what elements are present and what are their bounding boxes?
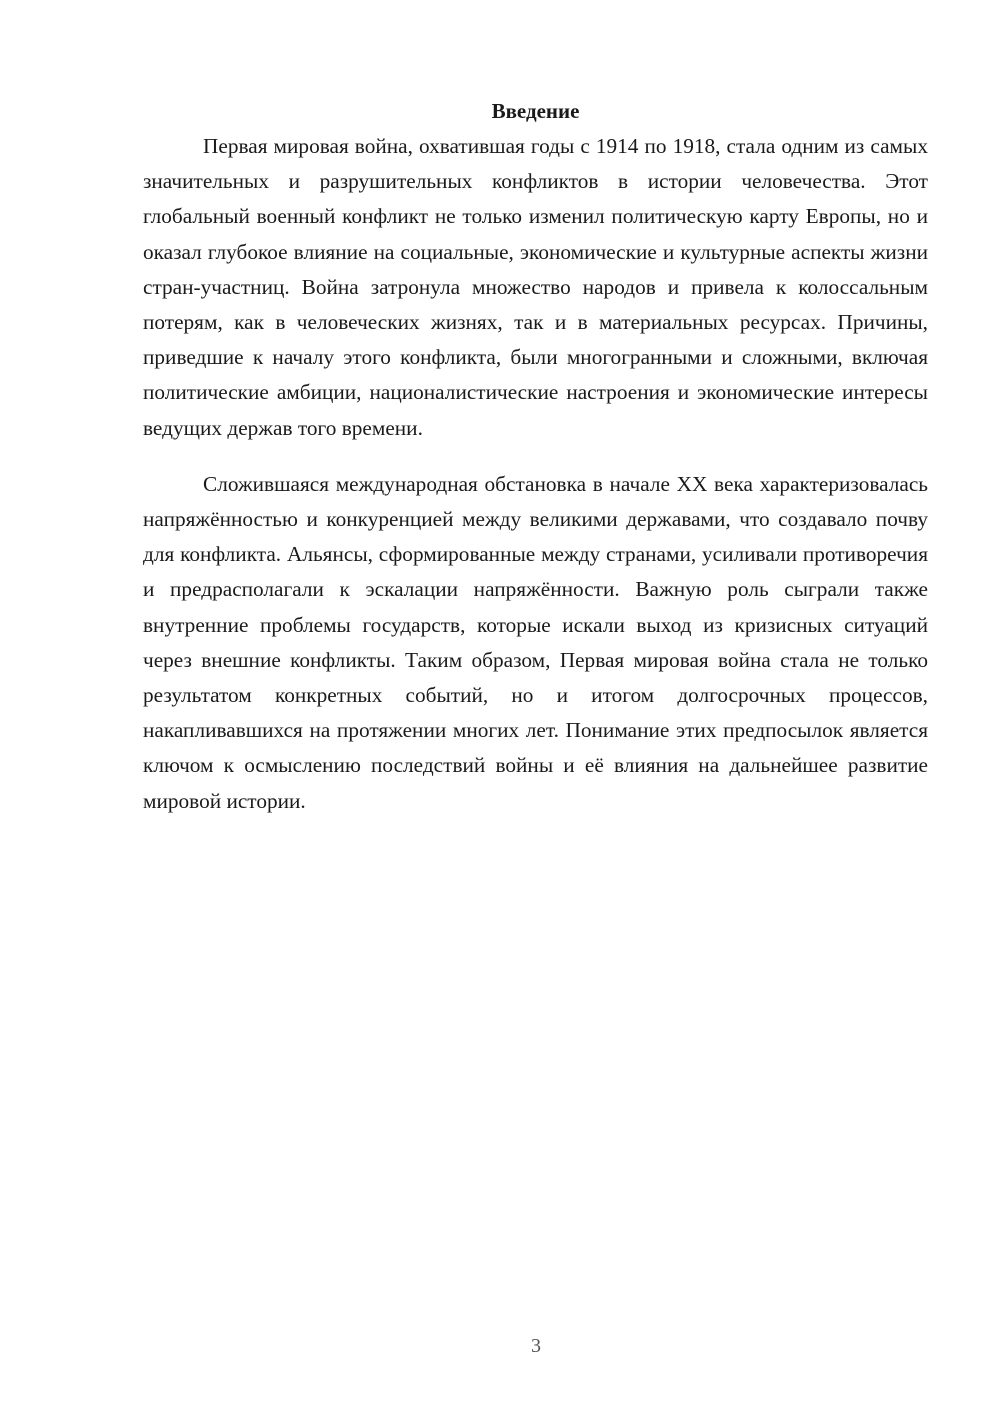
paragraph-2: Сложившаяся международная обстановка в начале XX века характеризовалась напряжённостью и конкуренцией между великими державами, что создавало почву для конфликта. Альянсы, сформированные между странами, усиливали противоречия и предрасполагали к эскалации напряжённости. Важную роль сыграли также внутренние проблемы государств, которые искали выход из кризисных ситуаций через внешние конфликты. Таким образом, Первая мировая война стала не только результатом конкретных событий, но и итогом долгосрочных процессов, накапливавшихся на протяжении многих лет. Понимание этих предпосылок является ключом к осмыслению последствий войны и её влияния на дальнейшее развитие мировой истории. (143, 471, 928, 813)
paragraph-1: Первая мировая война, охватившая годы с 1914 по 1918, стала одним из самых значительных и разрушительных конфликтов в истории человечества. Этот глобальный военный конфликт не только изменил политическую карту Европы, но и оказал глубокое влияние на социальные, экономические и культурные аспекты жизни стран-участниц. Война затронула множество народов и привела к колоссальным потерям, как в человеческих жизнях, так и в материальных ресурсах. Причины, приведшие к началу этого конфликта, были многогранными и сложными, включая политические амбиции, националистические настроения и экономические интересы ведущих держав того времени. (143, 134, 928, 440)
page-content (143, 94, 928, 819)
page-number: 3 (531, 1335, 541, 1357)
section-title: Введение (491, 99, 580, 123)
